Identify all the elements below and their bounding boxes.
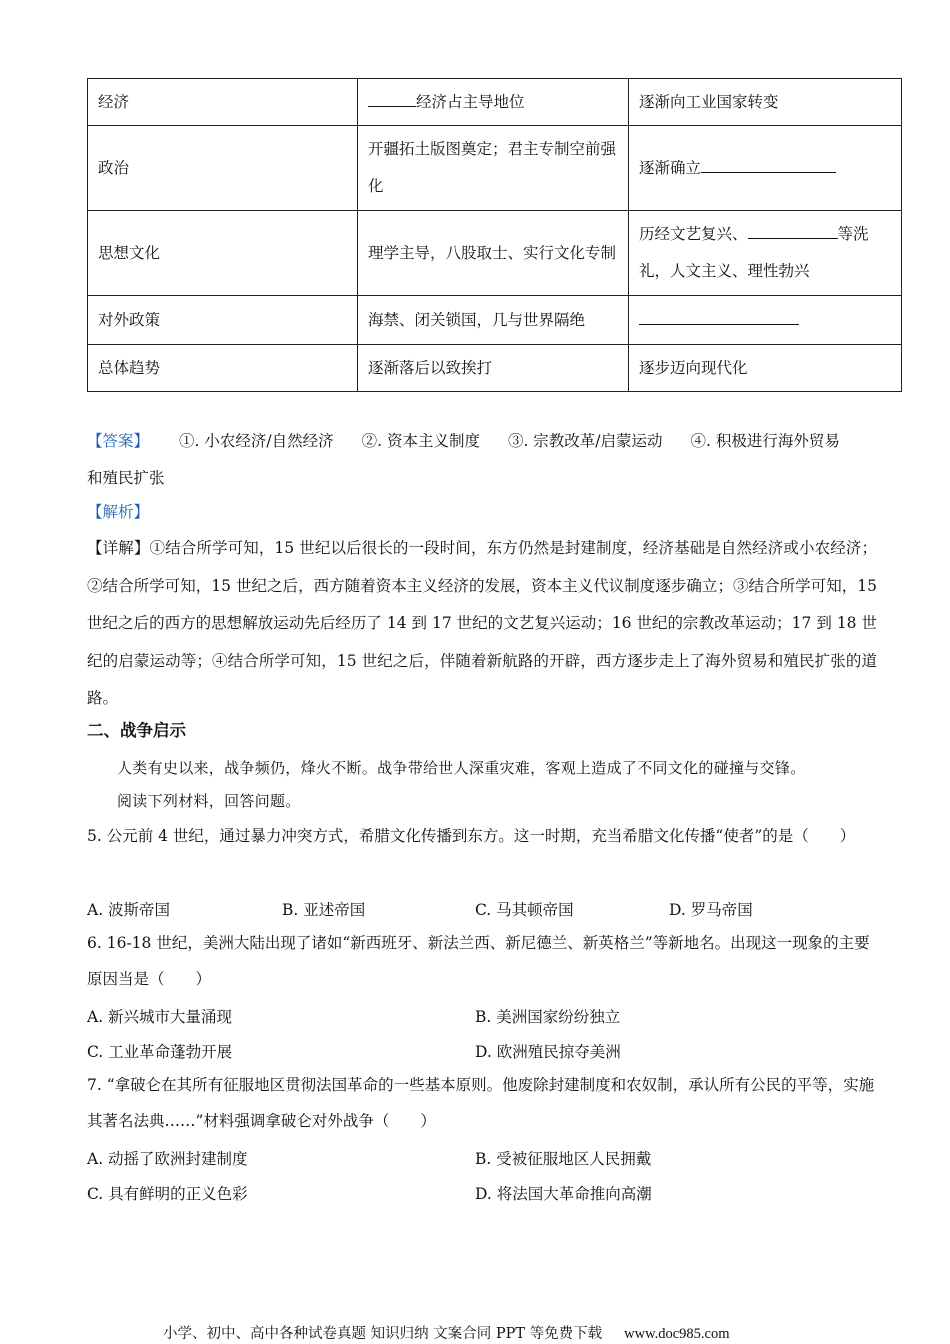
answer-item: ②. 资本主义制度 [361, 432, 480, 450]
table-cell: 总体趋势 [88, 345, 358, 392]
table-row [88, 211, 902, 296]
analysis-tag: 【解析】 [87, 503, 150, 521]
question-6-stem: 6. 16-18 世纪，美洲大陆出现了诸如“新西班牙、新法兰西、新尼德兰、新英格兰”等新地名。出现这一现象的主要原因当是（ ） [87, 934, 870, 988]
table-cell [358, 79, 629, 126]
option: C. 具有鲜明的正义色彩 [87, 1185, 248, 1203]
option: D. 罗马帝国 [669, 901, 753, 919]
option: A. 动摇了欧洲封建制度 [87, 1150, 248, 1168]
footer-url[interactable]: www.doc985.com [624, 1326, 730, 1342]
answer-blank-4 [639, 306, 799, 325]
table-cell: 经济 [88, 79, 358, 126]
option: C. 马其顿帝国 [475, 901, 574, 919]
table-cell: 政治 [88, 126, 358, 211]
table-cell [629, 126, 902, 211]
table-row [88, 345, 902, 392]
table-cell [629, 296, 902, 345]
page-footer [163, 1322, 730, 1343]
table-cell [629, 211, 902, 296]
table-cell: 理学主导，八股取士、实行文化专制 [358, 211, 629, 296]
intro-line: 阅读下列材料，回答问题。 [117, 792, 301, 810]
answer-tag: 【答案】 [87, 432, 150, 450]
answer-item: ①. 小农经济/自然经济 [179, 432, 334, 450]
table-cell: 逐步迈向现代化 [629, 345, 902, 392]
table-cell: 思想文化 [88, 211, 358, 296]
answer-item: ③. 宗教改革/启蒙运动 [507, 432, 663, 450]
table-cell: 逐渐向工业国家转变 [629, 79, 902, 126]
option: D. 欧洲殖民掠夺美洲 [475, 1043, 621, 1061]
detail-paragraph: 【详解】①结合所学可知，15 世纪以后很长的一段时间，东方仍然是封建制度，经济基础是自然经济或小农经济；②结合所学可知，15 世纪之后，西方随着资本主义经济的发展，资本主义代议制度逐步确立；③结合所学可知，15 世纪之后的西方的思想解放运动先后经历了 14 到 17 世纪的文艺复兴运动；16 世纪的宗教改革运动；17 到 18 世纪的启蒙运动等；④结合所学可知，15 世纪之后，伴随着新航路的开辟，西方逐步走上了海外贸易和殖民扩张的道路。 [87, 539, 877, 707]
option: B. 亚述帝国 [282, 901, 366, 919]
table-cell: 逐渐落后以致挨打 [358, 345, 629, 392]
table-row [88, 296, 902, 345]
cell-text: 等洗礼，人文主义、理性勃兴 [639, 225, 869, 280]
cell-text: 历经文艺复兴、 [639, 225, 748, 243]
section-intro [117, 752, 806, 818]
table-cell: 对外政策 [88, 296, 358, 345]
comparison-table [87, 78, 902, 392]
answer-item: ④. 积极进行海外贸易 [690, 432, 840, 450]
answer-blank-3 [748, 220, 838, 239]
question-7-stem: 7. “拿破仑在其所有征服地区贯彻法国革命的一些基本原则。他废除封建制度和农奴制，承认所有公民的平等，实施其著名法典……”材料强调拿破仑对外战争（ ） [87, 1076, 875, 1130]
answer-block [87, 423, 887, 497]
section-title: 二、战争启示 [87, 721, 186, 740]
table-cell: 开疆拓土版图奠定；君主专制空前强化 [358, 126, 629, 211]
answer-blank-1 [368, 88, 416, 107]
intro-line: 人类有史以来，战争频仍，烽火不断。战争带给世人深重灾难，客观上造成了不同文化的碰撞与交锋。 [117, 759, 806, 777]
table-row [88, 79, 902, 126]
option: B. 美洲国家纷纷独立 [475, 1008, 621, 1026]
cell-text: 经济占主导地位 [416, 92, 525, 111]
footer-text: 小学、初中、高中各种试卷真题 知识归纳 文案合同 PPT 等免费下载 [163, 1326, 603, 1342]
question-5-stem: 5. 公元前 4 世纪，通过暴力冲突方式，希腊文化传播到东方。这一时期，充当希腊文化传播“使者”的是（ ） [87, 827, 856, 845]
option: C. 工业革命蓬勃开展 [87, 1043, 233, 1061]
table-row [88, 126, 902, 211]
option: B. 受被征服地区人民拥戴 [475, 1150, 652, 1168]
cell-text: 逐渐确立 [639, 158, 702, 177]
answer-wrap: 和殖民扩张 [87, 469, 165, 487]
table-cell: 海禁、闭关锁国，几与世界隔绝 [358, 296, 629, 345]
option: A. 新兴城市大量涌现 [87, 1008, 233, 1026]
option: A. 波斯帝国 [87, 901, 171, 919]
answer-blank-2 [701, 154, 836, 173]
option: D. 将法国大革命推向高潮 [475, 1185, 652, 1203]
